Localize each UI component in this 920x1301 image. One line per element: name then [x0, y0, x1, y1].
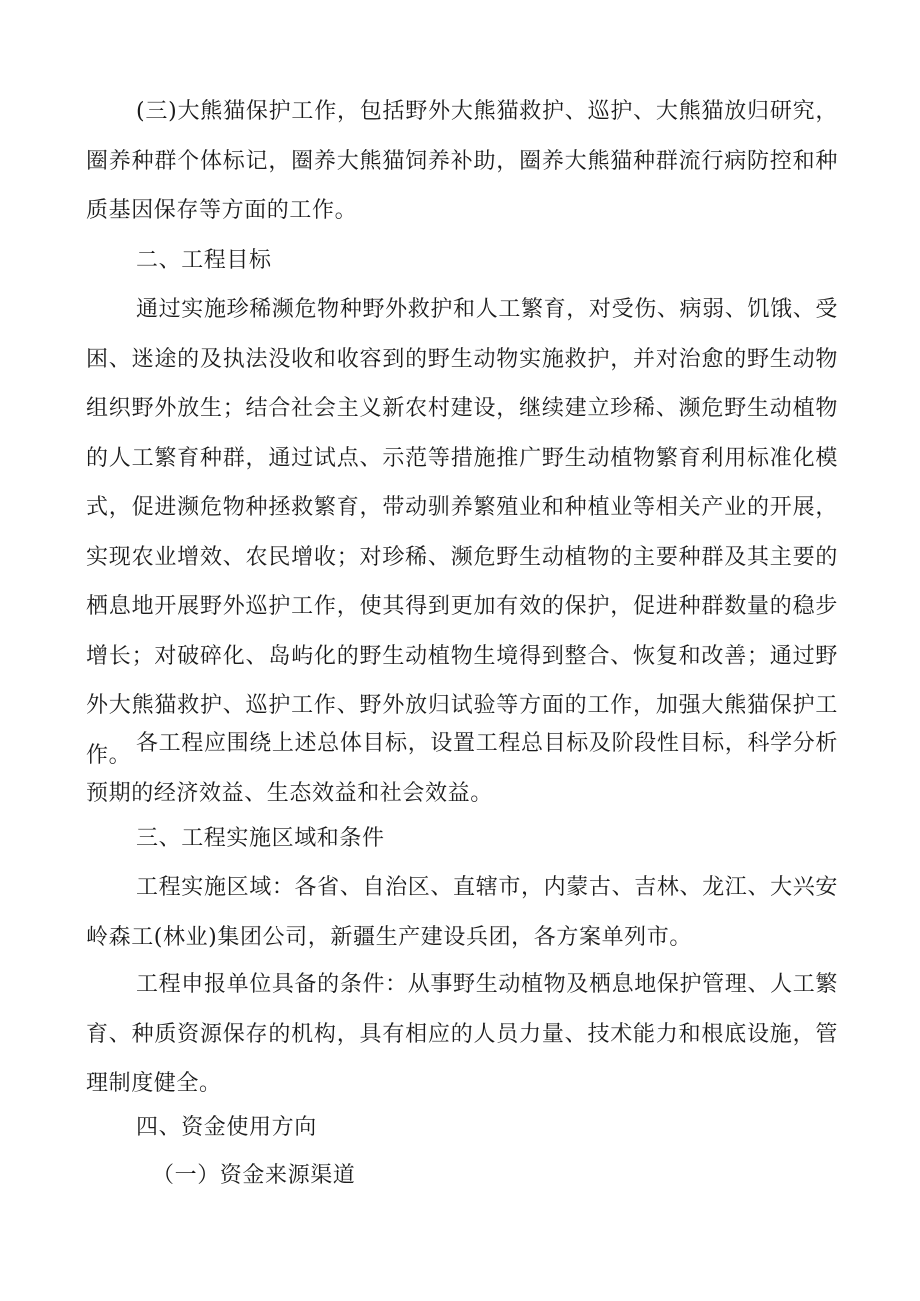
paragraph-goals-summary: 各工程应围绕上述总体目标，设置工程总目标及阶段性目标，科学分析预期的经济效益、生态效益和社会效益。 — [86, 731, 838, 806]
subheading-fund-sources: （一）资金来源渠道 — [152, 1163, 356, 1188]
heading-project-goals: 二、工程目标 — [136, 248, 272, 273]
paragraph-implementation-area: 工程实施区域：各省、自治区、直辖市，内蒙古、吉林、龙江、大兴安岭森工(林业)集团公司，新疆生产建设兵团，各方案单列市。 — [86, 875, 838, 950]
paragraph-applicant-conditions: 工程申报单位具备的条件：从事野生动植物及栖息地保护管理、人工繁育、种质资源保存的机构，具有相应的人员力量、技术能力和根底设施，管理制度健全。 — [86, 972, 838, 1096]
paragraph-panda-protection: (三)大熊猫保护工作，包括野外大熊猫救护、巡护、大熊猫放归研究，圈养种群个体标记，圈养大熊猫饲养补助，圈养大熊猫种群流行病防控和种质基因保存等方面的工作。 — [86, 99, 838, 223]
paragraph-goals-detail: 通过实施珍稀濒危物种野外救护和人工繁育，对受伤、病弱、饥饿、受困、迷途的及执法没收和收容到的野生动物实施救护，并对治愈的野生动物组织野外放生；结合社会主义新农村建设，继续建立珍稀、濒危野生动植物的人工繁育种群，通过试点、示范等措施推广野生动植物繁育利用标准化模式，促进濒危物种拯救繁育，带动驯养繁殖业和种植业等相关产业的开展，实现农业增效、农民增收；对珍稀、濒危野生动植物的主要种群及其主要的栖息地开展野外巡护工作，使其得到更加有效的保护，促进种群数量的稳步增长；对破碎化、岛屿化的野生动植物生境得到整合、恢复和改善；通过野外大熊猫救护、巡护工作、野外放归试验等方面的工作，加强大熊猫保护工作。 — [86, 297, 838, 768]
heading-fund-usage: 四、资金使用方向 — [136, 1115, 317, 1140]
heading-implementation-area: 三、工程实施区域和条件 — [136, 826, 385, 851]
